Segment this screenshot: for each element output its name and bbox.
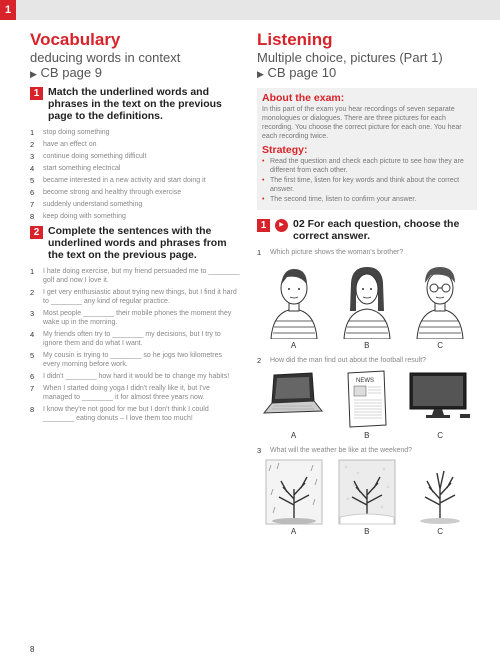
option-a-label: A bbox=[290, 527, 297, 536]
instruction-text: For each question, choose the correct answer. bbox=[293, 218, 460, 242]
exercise-1-header bbox=[30, 86, 240, 122]
question-3: 3 What will the weather be like at the weekend? bbox=[257, 446, 413, 455]
man-long-hair-picture[interactable] bbox=[338, 261, 396, 339]
exercise-instruction bbox=[293, 218, 477, 242]
listening-exercise-header bbox=[257, 218, 477, 242]
top-bar bbox=[0, 0, 500, 20]
audio-play-icon[interactable]: ▶ bbox=[275, 219, 288, 232]
option-a-label: A bbox=[290, 341, 297, 350]
definitions-list bbox=[30, 128, 240, 221]
list-item: • The first time, listen for key words and think about the correct answer. bbox=[262, 176, 472, 194]
question-1: 1 Which picture shows the woman's brother? bbox=[257, 248, 404, 257]
about-title: About the exam: bbox=[262, 92, 345, 104]
list-item: 6 I didn't ________ how hard it would be to change my habits! bbox=[30, 372, 230, 381]
triangle-right-icon: ▶ bbox=[30, 69, 37, 79]
exercise-instruction: Complete the sentences with the underlined words and phrases from the text on the previous page. bbox=[48, 225, 227, 261]
exam-info-box bbox=[257, 88, 477, 210]
exercise-number: 2 bbox=[30, 226, 43, 239]
exercise-number: 1 bbox=[257, 219, 270, 232]
option-a-label: A bbox=[290, 431, 297, 440]
man-short-hair-picture[interactable] bbox=[265, 261, 323, 339]
list-item: 5 My cousin is trying to ________ so he jogs two kilometres every morning before work. bbox=[30, 351, 222, 368]
list-item: 2 I get very enthusiastic about trying new things, but I find it hard to ________ any kind of regular practice. bbox=[30, 288, 237, 305]
question-3-pictures bbox=[257, 459, 477, 525]
man-glasses-picture[interactable] bbox=[411, 261, 469, 339]
list-item: 8 I know they're not good for me but I don't think I could ________ eating donuts – I love them too much! bbox=[30, 405, 209, 422]
newspaper-label: NEWS bbox=[356, 378, 374, 384]
question-3-letters bbox=[257, 527, 477, 536]
list-item: 1 stop doing something bbox=[30, 128, 110, 137]
triangle-right-icon: ▶ bbox=[257, 69, 264, 79]
list-item: 5 became interested in a new activity and start doing it bbox=[30, 176, 206, 185]
strategy-list bbox=[262, 157, 472, 204]
list-item: 8 keep doing with something bbox=[30, 212, 126, 221]
section-subtitle: Multiple choice, pictures (Part 1) bbox=[257, 50, 443, 65]
list-item: 3 continue doing something difficult bbox=[30, 152, 147, 161]
question-2: 2 How did the man find out about the football result? bbox=[257, 356, 427, 365]
list-item: 3 Most people ________ their mobile phones the moment they wake up in the morning. bbox=[30, 309, 232, 326]
question-1-letters bbox=[257, 341, 477, 350]
list-item: • The second time, listen to confirm your answer. bbox=[262, 195, 472, 204]
list-item: 2 have an effect on bbox=[30, 140, 97, 149]
cb-page-label: CB page 9 bbox=[40, 65, 102, 80]
option-c-label: C bbox=[437, 341, 444, 350]
exercise-number: 1 bbox=[30, 87, 43, 100]
track-number: 02 bbox=[293, 218, 305, 230]
list-item: 1 I hate doing exercise, but my friend persuaded me to ________ golf and now I love it. bbox=[30, 267, 240, 284]
newspaper-picture[interactable] bbox=[334, 369, 396, 429]
option-c-label: C bbox=[437, 527, 444, 536]
unit-tab: 1 bbox=[0, 0, 16, 20]
question-2-pictures bbox=[257, 369, 477, 429]
list-item: 4 start something electrical bbox=[30, 164, 121, 173]
list-item: 7 When I started doing yoga I didn't really like it, but I've managed to ________ it for almost three years now. bbox=[30, 384, 210, 401]
option-b-label: B bbox=[364, 527, 370, 536]
option-b-label: B bbox=[364, 431, 370, 440]
strategy-title: Strategy: bbox=[262, 144, 308, 156]
option-b-label: B bbox=[364, 341, 370, 350]
about-text: In this part of the exam you hear recordings of seven separate monologues or dialogues. There are three pictures for each recording. You choose the correct picture for each one. You hear each recording twice. bbox=[262, 106, 462, 140]
snowy-tree-picture[interactable] bbox=[338, 459, 396, 525]
list-item: 6 become strong and healthy through exercise bbox=[30, 188, 182, 197]
section-subtitle: deducing words in context bbox=[30, 50, 181, 65]
question-2-letters bbox=[257, 431, 477, 440]
bare-tree-picture[interactable] bbox=[411, 459, 469, 525]
cb-page-ref bbox=[30, 65, 240, 82]
exercise-2-header bbox=[30, 225, 240, 261]
cb-page-ref bbox=[257, 65, 477, 82]
television-picture[interactable] bbox=[406, 369, 472, 421]
rainy-tree-picture[interactable] bbox=[265, 459, 323, 525]
section-title: Listening bbox=[257, 30, 333, 49]
option-c-label: C bbox=[437, 431, 444, 440]
vocabulary-section bbox=[30, 30, 240, 426]
laptop-picture[interactable] bbox=[262, 369, 324, 419]
exercise-instruction: Match the underlined words and phrases in the text on the previous page to the definitions. bbox=[48, 86, 222, 122]
list-item: • Read the question and check each picture to see how they are different from each other. bbox=[262, 157, 472, 175]
list-item: 4 My friends often try to ________ my decisions, but I try to ignore them and do what I want. bbox=[30, 330, 221, 347]
list-item: 7 suddenly understand something bbox=[30, 200, 143, 209]
listening-section bbox=[257, 30, 477, 536]
section-title: Vocabulary bbox=[30, 30, 121, 49]
page-number: 8 bbox=[30, 645, 35, 654]
sentences-list bbox=[30, 267, 240, 423]
cb-page-label: CB page 10 bbox=[267, 65, 337, 80]
question-1-pictures bbox=[257, 261, 477, 339]
